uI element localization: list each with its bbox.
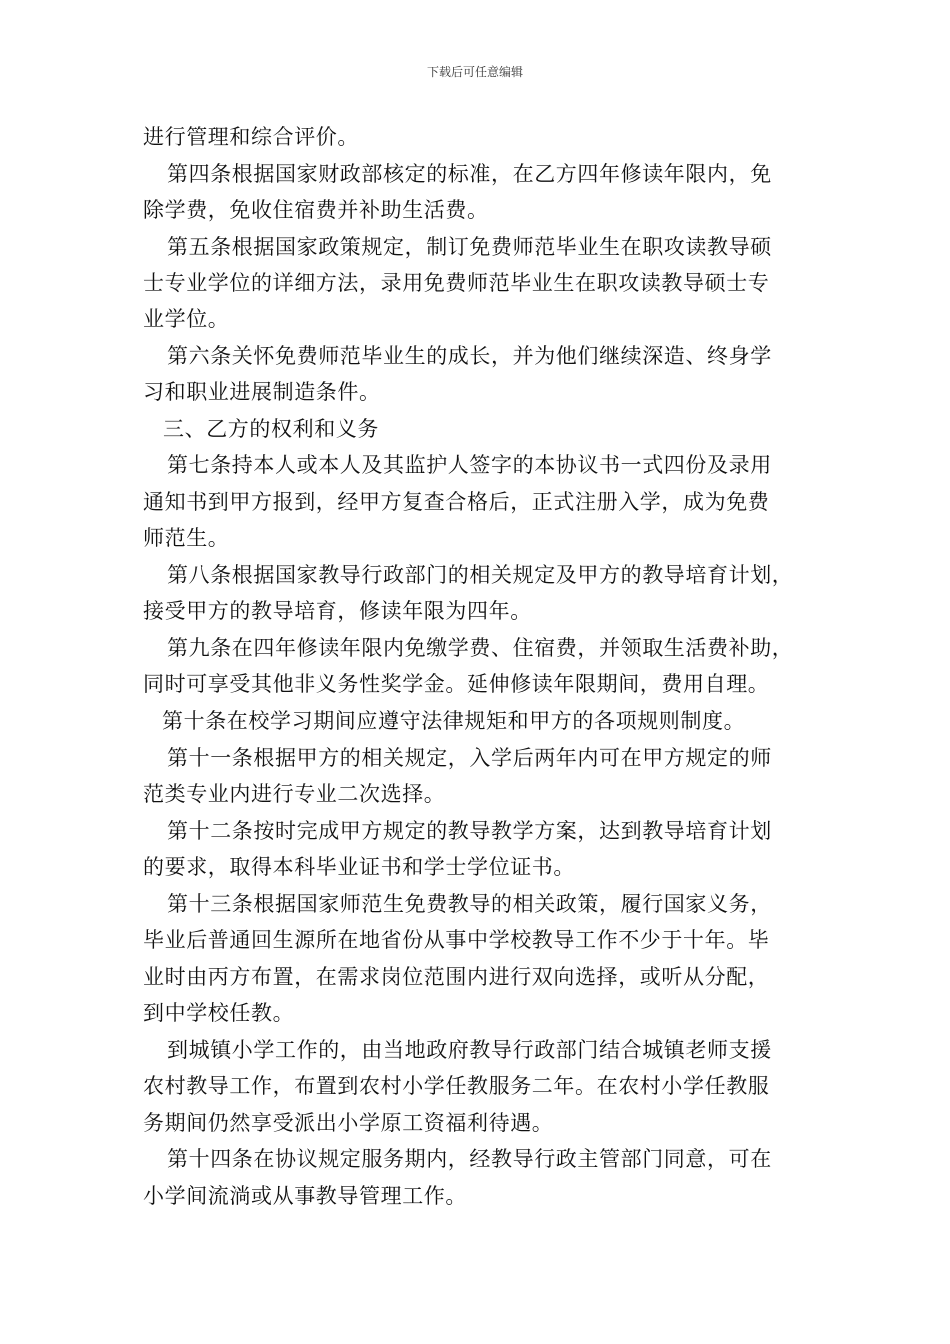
paragraph-line: 通知书到甲方报到，经甲方复查合格后，正式注册入学，成为免费: [143, 490, 770, 514]
paragraph-line: 习和职业进展制造条件。: [143, 380, 381, 404]
paragraph-line: 业学位。: [143, 307, 230, 331]
section-heading: 三、乙方的权利和义务: [163, 417, 379, 441]
paragraph-line: 士专业学位的详细方法，录用免费师范毕业生在职攻读教导硕士专: [143, 271, 770, 295]
paragraph-line: 第八条根据国家教导行政部门的相关规定及甲方的教导培育计划，: [167, 563, 794, 587]
paragraph-line: 农村教导工作，布置到农村小学任教服务二年。在农村小学任教服: [143, 1074, 770, 1098]
paragraph-line: 除学费，免收住宿费并补助生活费。: [143, 198, 489, 222]
paragraph-line: 接受甲方的教导培育，修读年限为四年。: [143, 599, 532, 623]
paragraph-line: 第六条关怀免费师范毕业生的成长，并为他们继续深造、终身学: [167, 344, 772, 368]
paragraph-line: 第十二条按时完成甲方规定的教导教学方案，达到教导培育计划: [167, 819, 772, 843]
page-header-note: 下载后可任意编辑: [426, 65, 523, 79]
paragraph-line: 第十一条根据甲方的相关规定，入学后两年内可在甲方规定的师: [167, 746, 772, 770]
paragraph-line: 务期间仍然享受派出小学原工资福利待遇。: [143, 1111, 554, 1135]
paragraph-line: 第十条在校学习期间应遵守法律规矩和甲方的各项规则制度。: [162, 709, 746, 733]
paragraph-line: 业时由丙方布置，在需求岗位范围内进行双向选择，或听从分配，: [143, 965, 770, 989]
paragraph-line: 小学间流淌或从事教导管理工作。: [143, 1184, 467, 1208]
paragraph-line: 同时可享受其他非义务性奖学金。延伸修读年限期间，费用自理。: [143, 672, 770, 696]
paragraph-line: 第十四条在协议规定服务期内，经教导行政主管部门同意，可在: [167, 1147, 772, 1171]
paragraph-line: 到中学校任教。: [143, 1001, 295, 1025]
paragraph-line: 第五条根据国家政策规定，制订免费师范毕业生在职攻读教导硕: [167, 235, 772, 259]
paragraph-line: 的要求，取得本科毕业证书和学士学位证书。: [143, 855, 575, 879]
paragraph-line: 毕业后普通回生源所在地省份从事中学校教导工作不少于十年。毕: [143, 928, 770, 952]
paragraph-line: 第四条根据国家财政部核定的标准，在乙方四年修读年限内，免: [167, 162, 772, 186]
paragraph-line: 第九条在四年修读年限内免缴学费、住宿费，并领取生活费补助，: [167, 636, 794, 660]
paragraph-line: 进行管理和综合评价。: [143, 125, 359, 149]
paragraph-line: 范类专业内进行专业二次选择。: [143, 782, 446, 806]
paragraph-line: 第七条持本人或本人及其监护人签字的本协议书一式四份及录用: [167, 453, 772, 477]
paragraph-line: 第十三条根据国家师范生免费教导的相关政策，履行国家义务，: [167, 892, 772, 916]
paragraph-line: 师范生。: [143, 526, 230, 550]
paragraph-line: 到城镇小学工作的，由当地政府教导行政部门结合城镇老师支援: [167, 1038, 772, 1062]
